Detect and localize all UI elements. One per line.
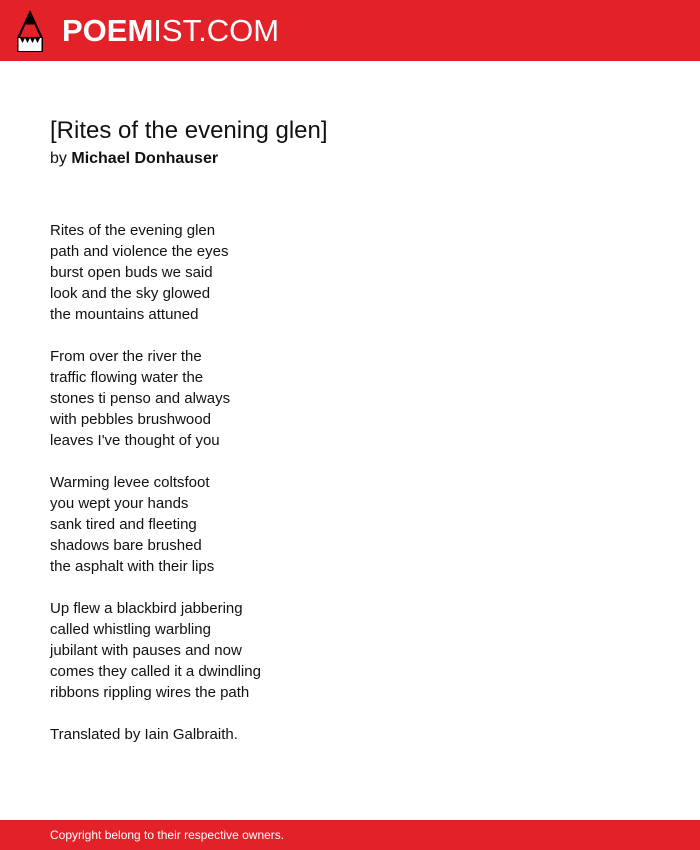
poem-title: [Rites of the evening glen] — [50, 117, 328, 144]
site-logo-text — [62, 9, 279, 53]
stanza — [50, 598, 650, 703]
by-label: by — [50, 150, 67, 167]
poem-line: called whistling warbling — [50, 621, 211, 638]
poem-line: path and violence the eyes — [50, 243, 229, 260]
poem-line: jubilant with pauses and now — [50, 642, 242, 659]
poem-content — [50, 112, 650, 745]
translator-note: Translated by Iain Galbraith. — [50, 726, 238, 743]
stanza — [50, 472, 650, 577]
poem-line: look and the sky glowed — [50, 285, 211, 302]
poem-line: Rites of the evening glen — [50, 222, 216, 239]
poem-line: traffic flowing water the — [50, 369, 204, 386]
poem-line: leaves I've thought of you — [50, 432, 220, 449]
copyright-notice: Copyright belong to their respective owners. — [50, 828, 285, 842]
poem-line: shadows bare brushed — [50, 537, 202, 554]
logo-bold-text: POEM — [62, 13, 154, 48]
poem-line: sank tired and fleeting — [50, 516, 197, 533]
poem-line: Up flew a blackbird jabbering — [50, 600, 243, 617]
site-logo-link[interactable] — [17, 9, 279, 53]
poem-line: comes they called it a dwindling — [50, 663, 261, 680]
logo-light-text: IST.COM — [153, 13, 280, 48]
poem-line: From over the river the — [50, 348, 202, 365]
site-header — [0, 0, 700, 61]
stanza — [50, 220, 650, 325]
poem-line: stones ti penso and always — [50, 390, 231, 407]
poem-line: the asphalt with their lips — [50, 558, 215, 575]
poem-byline — [50, 150, 650, 168]
author-link[interactable]: Michael Donhauser — [71, 150, 219, 167]
poem-line: Warming levee coltsfoot — [50, 474, 210, 491]
poem-line: the mountains attuned — [50, 306, 199, 323]
poem-line: with pebbles brushwood — [50, 411, 211, 428]
pencil-tip-icon — [17, 10, 43, 52]
poem-line: ribbons rippling wires the path — [50, 684, 250, 701]
poem-line: you wept your hands — [50, 495, 189, 512]
poem-line: burst open buds we said — [50, 264, 213, 281]
site-footer — [0, 820, 700, 850]
poem-body — [50, 220, 650, 745]
stanza — [50, 346, 650, 451]
